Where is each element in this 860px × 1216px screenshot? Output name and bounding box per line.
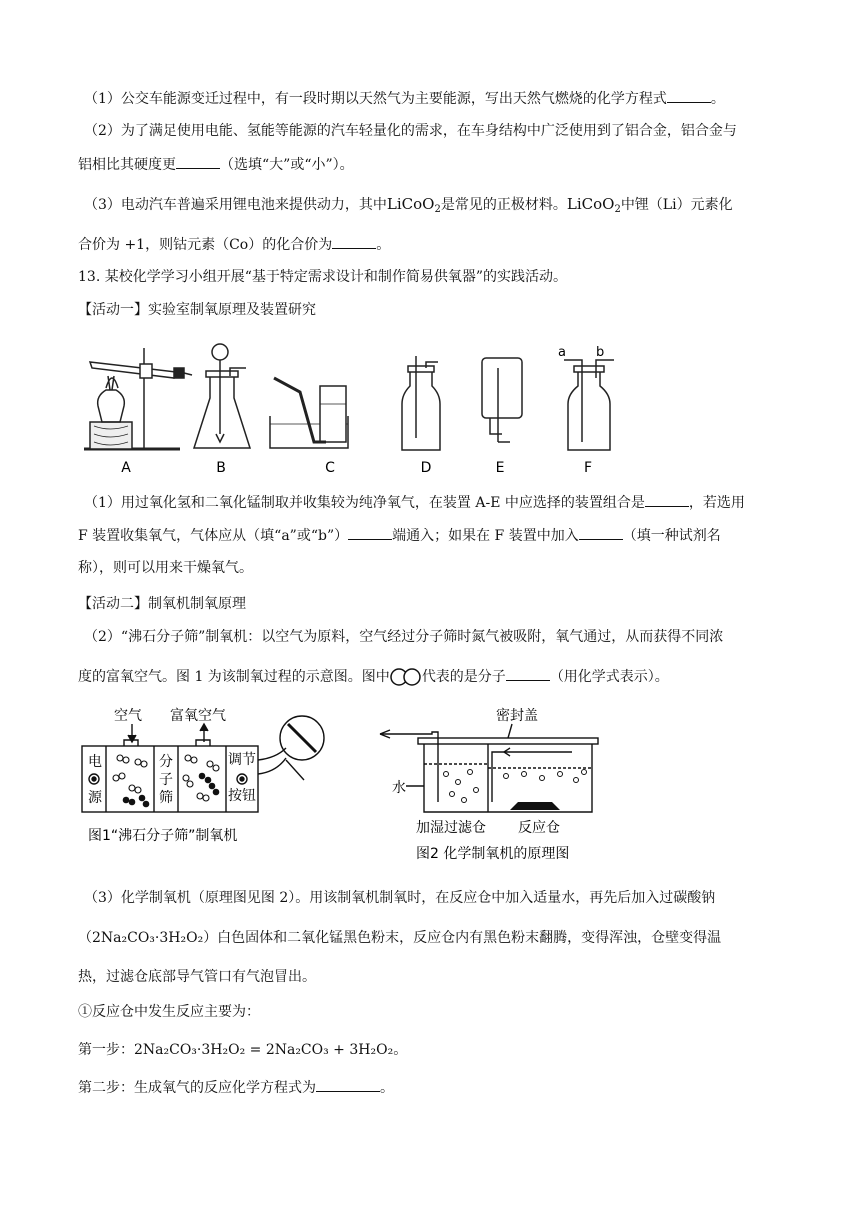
step1-equation-text: 2Na₂CO₃·3H₂O₂ = 2Na₂CO₃ + 3H₂O₂: [134, 1042, 394, 1058]
chem-sodium-percarbonate: 2Na₂CO₃·3H₂O₂: [92, 930, 204, 946]
fig1-air-out: 富氧空气: [170, 708, 226, 724]
fig1-power-1: 电: [88, 754, 102, 770]
q12-part3-text3: 中锂（Li）元素化: [620, 197, 733, 213]
q12-part3-text2: 是常见的正极材料。: [440, 197, 567, 213]
step2-text: 第二步：生成氧气的反应化学方程式为: [78, 1080, 316, 1096]
q13-part1-text3: 端通入；如果在 F 装置中加入: [392, 528, 579, 544]
q12-part2-line2: [78, 154, 354, 175]
q12-part1-end: 。: [710, 91, 725, 107]
step1-label: 第一步：: [78, 1042, 134, 1058]
port-a: a: [558, 345, 566, 360]
q12-part3-line2: [78, 234, 390, 255]
q13-part1-line3: 称），则可以用来干燥氧气。: [78, 560, 253, 576]
chem-licoo2: LiCoO: [386, 195, 435, 213]
step2-question: [78, 1077, 394, 1098]
answer-blank[interactable]: [176, 154, 220, 169]
q13-part2-text3: （用化学式表示）。: [549, 669, 669, 685]
q13-part1-end: ，若选用: [688, 495, 745, 511]
port-b: b: [596, 345, 605, 360]
figure1-zeolite-oxygen-generator: [80, 702, 350, 852]
q13-part1-line1: [84, 492, 745, 513]
fig2-reactor: 反应仓: [518, 820, 560, 836]
q13-part1-text: （1）用过氧化氢和二氧化锰制取并收集较为纯净氧气，在装置 A-E 中应选择的装置组合是: [84, 495, 645, 511]
label-c: C: [325, 460, 335, 476]
answer-blank[interactable]: [316, 1077, 380, 1092]
activity2-heading: 【活动二】制氧机制氧原理: [78, 596, 246, 612]
fig1-sieve-2: 子: [159, 772, 173, 788]
fig1-caption: 图1“沸石分子筛”制氧机: [88, 828, 238, 844]
q12-part3-text1: （3）电动汽车普遍采用锂电池来提供动力，其中: [84, 197, 387, 213]
q13-part1-text4: （填一种试剂名: [622, 528, 721, 544]
answer-blank[interactable]: [506, 666, 550, 681]
molecule-icon: [390, 668, 422, 686]
activity1-heading: 【活动一】实验室制氧原理及装置研究: [78, 302, 316, 318]
answer-blank[interactable]: [579, 525, 623, 540]
q13-part3-text2: ）白色固体和二氧化锰黑色粉末，反应仓内有黑色粉末翻腾，变得浑浊，仓壁变得温: [203, 930, 722, 946]
q13-part2-line2: [78, 666, 669, 687]
label-f: F: [583, 460, 593, 476]
q13-part1-text2: F 装置收集氧气，气体应从（填“a”或“b”）: [78, 528, 349, 544]
answer-blank[interactable]: [348, 525, 392, 540]
q13-part3-line3: 热，过滤仓底部导气管口有气泡冒出。: [78, 969, 316, 985]
fig2-filter: 加湿过滤仓: [416, 820, 486, 836]
q12-part3-text4: 合价为 +1，则钴元素（Co）的化合价为: [78, 237, 333, 253]
q12-part1: [84, 88, 725, 109]
fig1-power-2: 源: [88, 790, 102, 806]
step2-end: 。: [380, 1080, 394, 1096]
step1-end: 。: [393, 1042, 408, 1058]
subscript: 2: [434, 204, 441, 215]
answer-blank[interactable]: [645, 492, 689, 507]
q13-part2-text2: 代表的是分子: [421, 669, 506, 685]
q12-part3-line1: [84, 194, 733, 220]
q13-title: 13. 某校化学学习小组开展“基于特定需求设计和制作简易供氧器”的实践活动。: [78, 269, 568, 285]
fig2-lid: 密封盖: [496, 708, 538, 724]
q12-part1-text: （1）公交车能源变迁过程中，有一段时期以天然气为主要能源，写出天然气燃烧的化学方程式: [84, 91, 667, 107]
label-a: A: [121, 460, 131, 476]
fig1-sieve-1: 分: [159, 754, 173, 770]
q12-part2-text2: 铝相比其硬度更: [78, 157, 176, 173]
answer-blank[interactable]: [667, 88, 711, 103]
paren-open: （: [78, 930, 92, 946]
q13-part1-line2: [78, 525, 721, 546]
answer-blank[interactable]: [332, 234, 376, 249]
label-e: E: [495, 460, 505, 476]
figure2-chemical-oxygen-generator: [376, 702, 616, 862]
label-d: D: [420, 460, 432, 476]
label-b: B: [216, 460, 226, 476]
fig2-caption: 图2 化学制氧机的原理图: [416, 846, 570, 862]
chem-licoo2: LiCoO: [566, 195, 615, 213]
q12-part2-line1: [84, 121, 737, 141]
q13-part3-line2: [78, 928, 721, 948]
q12-part2-end: （选填“大”或“小”）。: [220, 157, 354, 173]
q13-part2-line1: （2）“沸石分子筛”制氧机：以空气为原料，空气经过分子筛时氮气被吸附，氧气通过，从而获得不同浓: [84, 629, 724, 645]
q12-part2-text: （2）为了满足使用电能、氢能等能源的汽车轻量化的需求，在车身结构中广泛使用到了铝合金，铝合金与: [84, 123, 737, 139]
fig1-air-in: 空气: [114, 708, 142, 724]
q13-part2-text: 度的富氧空气。图 1 为该制氧过程的示意图。图中: [78, 669, 390, 685]
apparatus-figure: [80, 338, 760, 478]
step1-equation: [78, 1040, 407, 1060]
fig1-adjust-1: 调节: [228, 752, 256, 768]
q13-part3-line4: ①反应仓中发生反应主要为：: [78, 1004, 260, 1020]
fig2-water: 水: [392, 780, 406, 796]
q12-part3-end: 。: [376, 237, 391, 253]
q13-part3-line1: （3）化学制氧机（原理图见图 2）。用该制氧机制氧时，在反应仓中加入适量水，再先后加入过碳酸钠: [84, 890, 716, 906]
subscript: 2: [614, 204, 621, 215]
fig1-adjust-2: 按钮: [228, 788, 256, 804]
fig1-sieve-3: 筛: [159, 790, 173, 806]
